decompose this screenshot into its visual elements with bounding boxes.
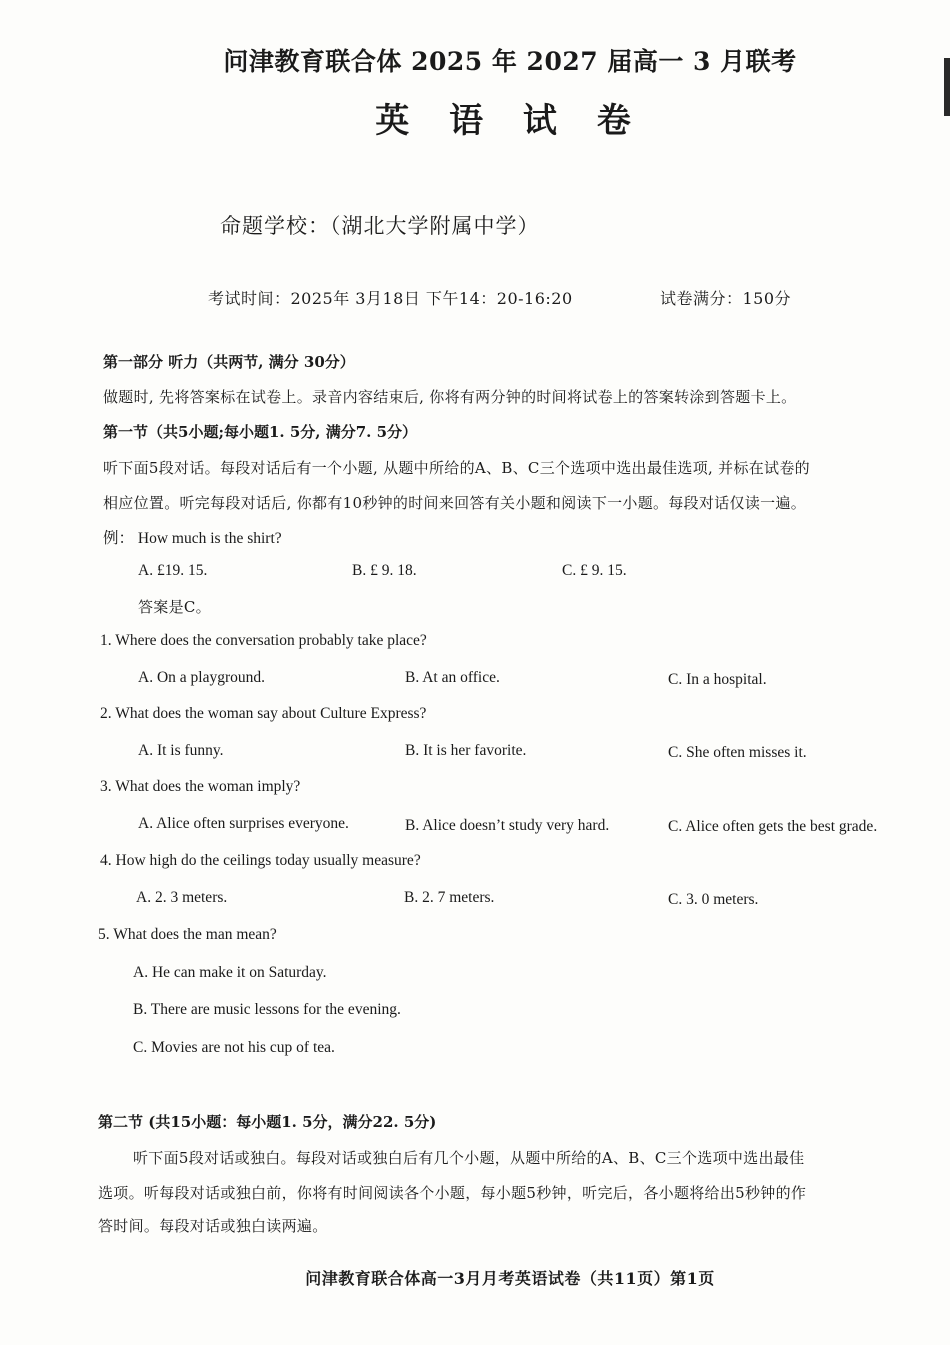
section1-instruction-line1: 听下面5段对话。每段对话后有一个小题, 从题中所给的A、B、C三个选项中选出最佳选项, 并标在试卷的 [103, 459, 810, 477]
section2-instruction-line3: 答时间。每段对话或独白读两遍。 [98, 1217, 328, 1235]
example-answer: 答案是C。 [138, 598, 211, 616]
question-5-option-a: A. He can make it on Saturday. [133, 964, 327, 981]
question-2: 2. What does the woman say about Culture Express? [100, 705, 427, 722]
exam-score: 试卷满分：150分 [660, 289, 792, 308]
question-4-option-b: B. 2. 7 meters. [404, 889, 495, 906]
question-1-option-a: A. On a playground. [138, 669, 265, 686]
exam-subject: 英 语 试 卷 [375, 101, 645, 141]
part1-instruction: 做题时, 先将答案标在试卷上。录音内容结束后, 你将有两分钟的时间将试卷上的答案转涂到答题卡上。 [103, 388, 797, 406]
part1-heading: 第一部分 听力（共两节, 满分 30分） [103, 353, 355, 371]
school-line: 命题学校：（湖北大学附属中学） [220, 214, 540, 238]
example-option-c: C. £ 9. 15. [562, 562, 627, 579]
section2-instruction-line2: 选项。听每段对话或独白前，你将有时间阅读各个小题，每小题5秒钟，听完后，各小题将给出5秒钟的作 [98, 1184, 807, 1202]
page-footer: 问津教育联合体高一3月月考英语试卷（共11页）第1页 [305, 1269, 715, 1288]
section2-instruction-line1: 听下面5段对话或独白。每段对话或独白后有几个小题，从题中所给的A、B、C三个选项中选出最佳 [133, 1149, 805, 1167]
question-4: 4. How high do the ceilings today usually measure? [100, 852, 421, 869]
question-4-option-a: A. 2. 3 meters. [136, 889, 228, 906]
example-question: 例： How much is the shirt? [103, 530, 282, 547]
example-option-b: B. £ 9. 18. [352, 562, 417, 579]
question-1: 1. Where does the conversation probably take place? [100, 632, 427, 649]
section2-heading: 第二节 (共15小题：每小题1. 5分，满分22. 5分) [98, 1113, 437, 1131]
question-1-option-b: B. At an office. [405, 669, 500, 686]
section1-heading: 第一节（共5小题;每小题1. 5分, 满分7. 5分） [103, 423, 418, 441]
question-4-option-c: C. 3. 0 meters. [668, 891, 759, 908]
question-5: 5. What does the man mean? [98, 926, 277, 943]
question-3-option-a: A. Alice often surprises everyone. [138, 815, 349, 832]
question-1-option-c: C. In a hospital. [668, 671, 767, 688]
question-5-option-c: C. Movies are not his cup of tea. [133, 1039, 335, 1056]
question-5-option-b: B. There are music lessons for the evening. [133, 1001, 401, 1018]
question-2-option-c: C. She often misses it. [668, 744, 807, 761]
question-3: 3. What does the woman imply? [100, 778, 301, 795]
question-2-option-b: B. It is her favorite. [405, 742, 527, 759]
section1-instruction-line2: 相应位置。听完每段对话后, 你都有10秒钟的时间来回答有关小题和阅读下一小题。每段对话仅读一遍。 [103, 494, 807, 512]
question-2-option-a: A. It is funny. [138, 742, 224, 759]
example-option-a: A. £19. 15. [138, 562, 208, 579]
question-3-option-c: C. Alice often gets the best grade. [668, 818, 878, 835]
exam-title: 问津教育联合体 2025 年 2027 届高一 3 月联考 [223, 47, 797, 76]
question-3-option-b: B. Alice doesn’t study very hard. [405, 817, 610, 834]
exam-time: 考试时间：2025年 3月18日 下午14：20-16:20 [208, 289, 573, 308]
